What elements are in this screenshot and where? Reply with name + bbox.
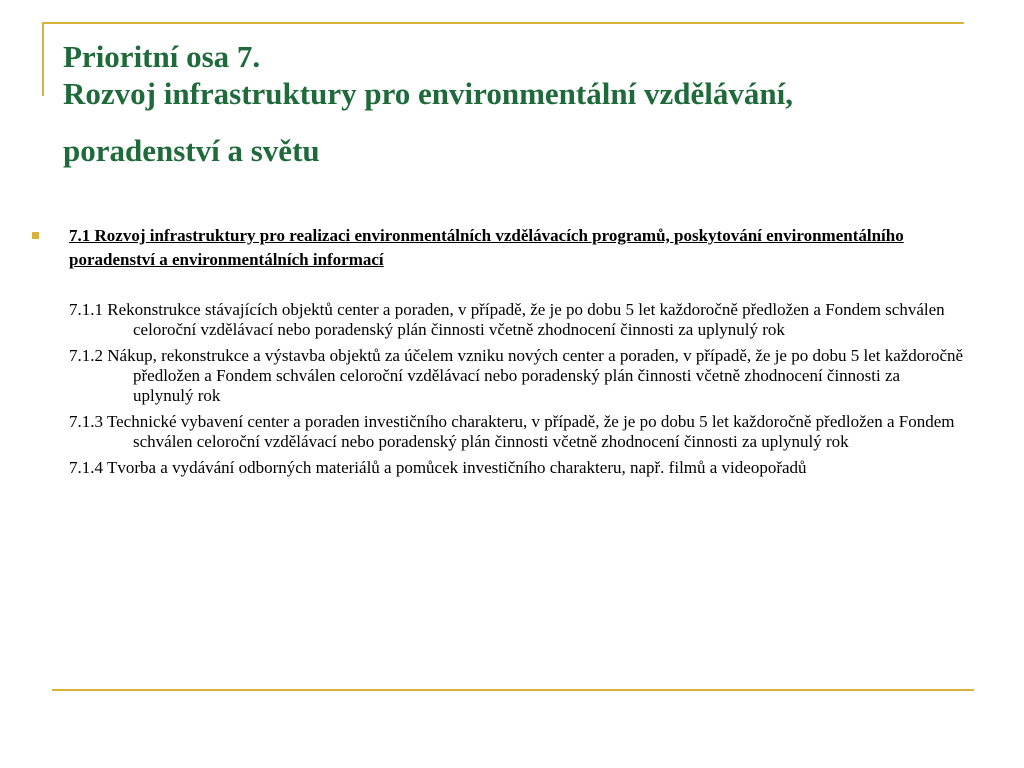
title-line-3: poradenství a světu (63, 133, 320, 168)
frame-left-rule (42, 22, 44, 96)
bullet-heading: 7.1 Rozvoj infrastruktury pro realizaci environmentálních vzdělávacích programů, poskytování environmentálního poradenství a environmentálních informací (69, 226, 904, 269)
slide-title (63, 38, 963, 169)
frame-top-rule (42, 22, 964, 24)
bullet-section (32, 224, 962, 272)
list-item-7-1-3: 7.1.3 Technické vybavení center a poraden investičního charakteru, v případě, že je po dobu 5 let každoročně předložen a Fondem schválen celoroční vzdělávací nebo poradenský plán činnosti včetně zhodnocení činnosti za uplynulý rok (69, 412, 955, 451)
list-item-7-1-2: 7.1.2 Nákup, rekonstrukce a výstavba objektů za účelem vzniku nových center a poraden, v případě, že je po dobu 5 let každoročně předložen a Fondem schválen celoroční vzdělávací nebo poradenský plán činnosti včetně zhodnocení činnosti za uplynulý rok (69, 346, 964, 405)
footer-rule (52, 689, 974, 691)
title-line-2: Rozvoj infrastruktury pro environmentální vzdělávání, (63, 76, 793, 111)
list-item-7-1-4: 7.1.4 Tvorba a vydávání odborných materiálů a pomůcek investičního charakteru, např. filmů a videopořadů (69, 458, 807, 477)
title-line-1: Prioritní osa 7. (63, 39, 261, 74)
sub-item-list (69, 300, 964, 484)
list-item-7-1-1: 7.1.1 Rekonstrukce stávajících objektů center a poraden, v případě, že je po dobu 5 let každoročně předložen a Fondem schválen celoroční vzdělávací nebo poradenský plán činnosti včetně zhodnocení činnosti za uplynulý rok (69, 300, 945, 339)
square-bullet-icon (32, 232, 39, 239)
